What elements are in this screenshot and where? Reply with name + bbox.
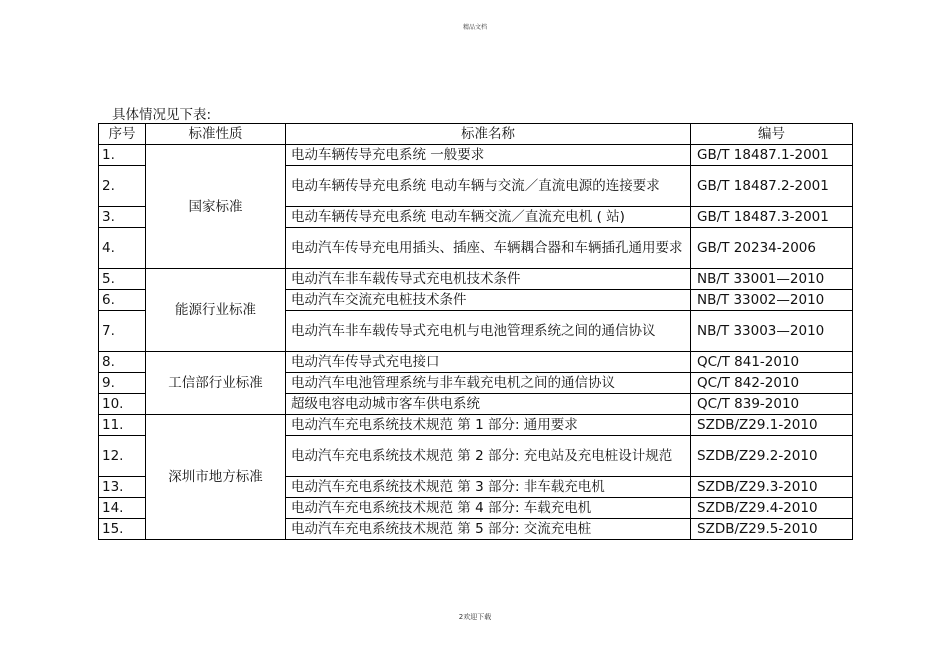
row-no: 14.	[99, 498, 146, 519]
row-name: 电动汽车传导充电用插头、插座、车辆耦合器和车辆插孔通用要求	[286, 228, 691, 269]
row-no: 1.	[99, 145, 146, 166]
row-no: 12.	[99, 436, 146, 477]
row-code: QC/T 842-2010	[691, 373, 853, 394]
row-code: NB/T 33003—2010	[691, 311, 853, 352]
row-code: SZDB/Z29.1-2010	[691, 415, 853, 436]
group-shenzhen: 深圳市地方标准	[146, 415, 286, 540]
row-code: QC/T 839-2010	[691, 394, 853, 415]
intro-text: 具体情况见下表:	[112, 107, 212, 123]
row-name: 电动汽车充电系统技术规范 第 2 部分: 充电站及充电桩设计规范	[286, 436, 691, 477]
group-energy: 能源行业标准	[146, 269, 286, 352]
row-code: GB/T 18487.1-2001	[691, 145, 853, 166]
header-name: 标准名称	[286, 124, 691, 145]
row-no: 10.	[99, 394, 146, 415]
group-miit: 工信部行业标准	[146, 352, 286, 415]
row-no: 13.	[99, 477, 146, 498]
standards-table	[98, 123, 853, 540]
row-code: SZDB/Z29.4-2010	[691, 498, 853, 519]
header-nature: 标准性质	[146, 124, 286, 145]
row-no: 6.	[99, 290, 146, 311]
row-name: 电动汽车电池管理系统与非车载充电机之间的通信协议	[286, 373, 691, 394]
header-watermark: 精品文档	[462, 24, 487, 31]
row-code: QC/T 841-2010	[691, 352, 853, 373]
row-code: GB/T 20234-2006	[691, 228, 853, 269]
row-no: 8.	[99, 352, 146, 373]
row-no: 3.	[99, 207, 146, 228]
group-national: 国家标准	[146, 145, 286, 269]
row-no: 7.	[99, 311, 146, 352]
table-row	[99, 269, 853, 290]
row-no: 2.	[99, 166, 146, 207]
row-code: SZDB/Z29.2-2010	[691, 436, 853, 477]
row-code: SZDB/Z29.5-2010	[691, 519, 853, 540]
row-code: SZDB/Z29.3-2010	[691, 477, 853, 498]
row-no: 9.	[99, 373, 146, 394]
row-code: GB/T 18487.3-2001	[691, 207, 853, 228]
row-no: 4.	[99, 228, 146, 269]
row-name: 电动汽车传导式充电接口	[286, 352, 691, 373]
row-name: 电动汽车非车载传导式充电机与电池管理系统之间的通信协议	[286, 311, 691, 352]
table-row	[99, 352, 853, 373]
header-code: 编号	[691, 124, 853, 145]
row-name: 电动车辆传导充电系统 电动车辆与交流／直流电源的连接要求	[286, 166, 691, 207]
row-code: GB/T 18487.2-2001	[691, 166, 853, 207]
row-name: 电动汽车充电系统技术规范 第 1 部分: 通用要求	[286, 415, 691, 436]
row-name: 电动汽车充电系统技术规范 第 3 部分: 非车载充电机	[286, 477, 691, 498]
table-header-row	[99, 124, 853, 145]
row-name: 电动汽车充电系统技术规范 第 5 部分: 交流充电桩	[286, 519, 691, 540]
row-name: 电动车辆传导充电系统 一般要求	[286, 145, 691, 166]
footer-watermark: 2欢迎下载	[458, 613, 492, 621]
row-code: NB/T 33002—2010	[691, 290, 853, 311]
table-row	[99, 145, 853, 166]
table-row	[99, 415, 853, 436]
row-name: 电动汽车非车载传导式充电机技术条件	[286, 269, 691, 290]
row-no: 15.	[99, 519, 146, 540]
row-no: 11.	[99, 415, 146, 436]
row-name: 电动汽车交流充电桩技术条件	[286, 290, 691, 311]
row-name: 电动车辆传导充电系统 电动车辆交流／直流充电机 ( 站)	[286, 207, 691, 228]
row-name: 超级电容电动城市客车供电系统	[286, 394, 691, 415]
row-name: 电动汽车充电系统技术规范 第 4 部分: 车载充电机	[286, 498, 691, 519]
row-no: 5.	[99, 269, 146, 290]
header-seq: 序号	[99, 124, 146, 145]
row-code: NB/T 33001—2010	[691, 269, 853, 290]
